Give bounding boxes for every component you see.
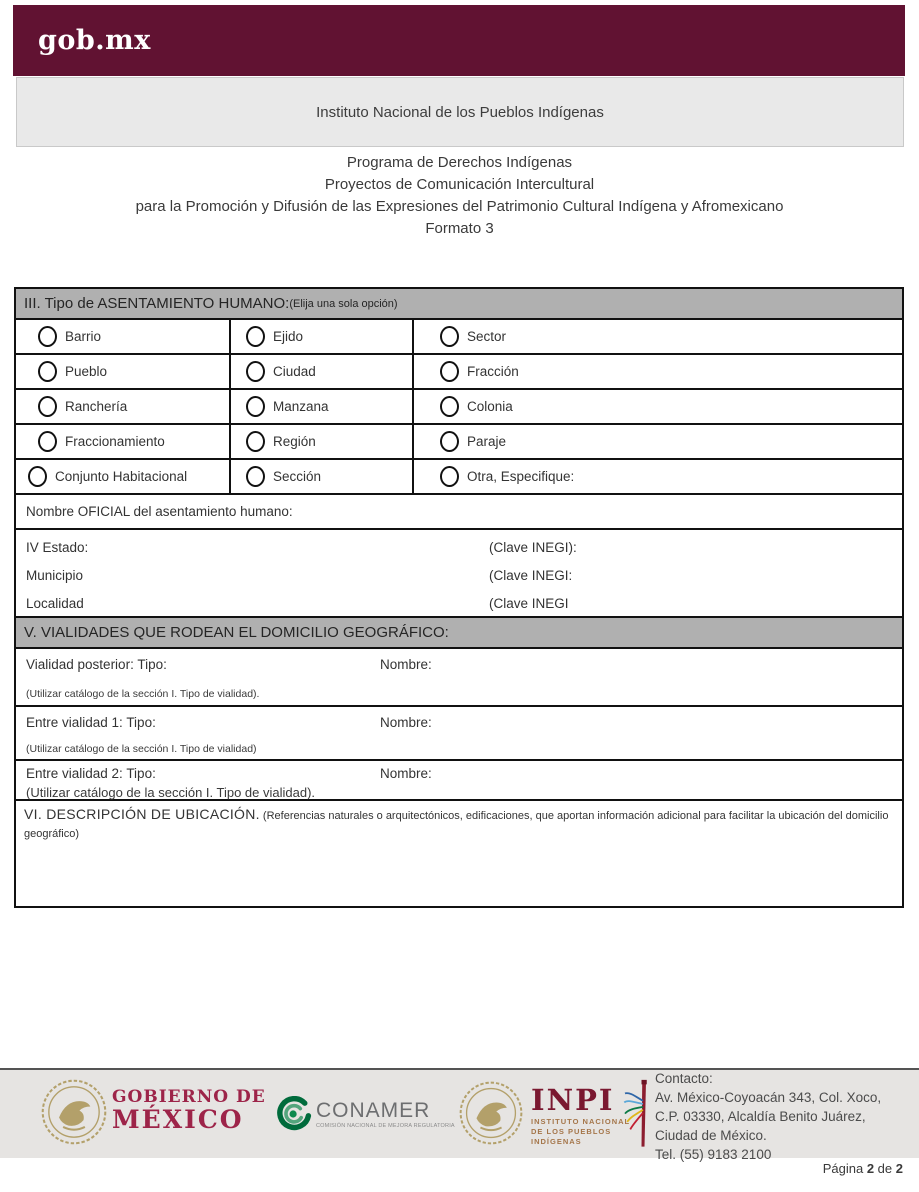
conamer-subtitle: COMISIÓN NACIONAL DE MEJORA REGULATORIA <box>316 1123 455 1129</box>
radio-icon[interactable] <box>38 361 57 382</box>
radio-icon[interactable] <box>246 466 265 487</box>
option-seccion[interactable] <box>231 460 414 493</box>
inpi-subtitle-1: INSTITUTO NACIONAL <box>531 1117 631 1126</box>
option-region[interactable] <box>231 425 414 458</box>
contact-phone: Tel. (55) 9183 2100 <box>655 1147 772 1162</box>
radio-icon[interactable] <box>38 396 57 417</box>
option-label: Ranchería <box>65 399 128 414</box>
localidad-row[interactable] <box>16 591 902 619</box>
section5-heading: V. VIALIDADES QUE RODEAN EL DOMICILIO GEOGRÁFICO: <box>24 624 449 641</box>
option-label: Manzana <box>273 399 329 414</box>
radio-icon[interactable] <box>440 396 459 417</box>
option-row-4 <box>16 425 902 460</box>
option-otra-especifique[interactable] <box>414 460 902 493</box>
entre-vialidad-1-note: (Utilizar catálogo de la sección I. Tipo de vialidad) <box>26 743 257 755</box>
entre-vialidad-1-nombre-label: Nombre: <box>380 715 432 730</box>
conamer-icon <box>276 1096 312 1132</box>
option-row-2 <box>16 355 902 390</box>
institute-name: Instituto Nacional de los Pueblos Indígenas <box>316 103 604 121</box>
radio-icon[interactable] <box>246 326 265 347</box>
page-total: 2 <box>895 1161 903 1176</box>
section6-heading: VI. DESCRIPCIÓN DE UBICACIÓN. <box>24 806 260 822</box>
option-label: Paraje <box>467 434 507 449</box>
vialidad-posterior-note: (Utilizar catálogo de la sección I. Tipo de vialidad). <box>26 688 260 700</box>
inpi-name: INPI <box>531 1083 615 1117</box>
option-label: Sector <box>467 329 507 344</box>
option-ejido[interactable] <box>231 320 414 353</box>
inpi-ribbon-icon <box>622 1076 652 1152</box>
radio-icon[interactable] <box>440 466 459 487</box>
contact-title: Contacto: <box>655 1071 713 1086</box>
radio-icon[interactable] <box>38 431 57 452</box>
contact-address-1: Av. México-Coyoacán 343, Col. Xoco, <box>655 1090 882 1105</box>
gobierno-de-mexico-logo <box>112 1089 266 1133</box>
vialidad-posterior-label: Vialidad posterior: Tipo: <box>26 657 167 672</box>
option-label: Región <box>273 434 316 449</box>
option-label: Fracción <box>467 364 519 379</box>
section3-heading: III. Tipo de ASENTAMIENTO HUMANO: <box>24 295 290 312</box>
vialidad-posterior-row[interactable] <box>16 649 902 707</box>
page-word: Página <box>822 1161 864 1176</box>
option-fraccion[interactable] <box>414 355 902 388</box>
estado-clave-label: (Clave INEGI): <box>489 540 577 555</box>
option-row-5 <box>16 460 902 495</box>
institute-banner <box>16 77 904 147</box>
conamer-name: CONAMER <box>316 1099 431 1122</box>
option-paraje[interactable] <box>414 425 902 458</box>
section6-block[interactable] <box>16 801 902 905</box>
title-line-1: Programa de Derechos Indígenas <box>346 154 573 171</box>
inpi-logo <box>531 1083 630 1147</box>
section4-block <box>16 530 902 618</box>
entre-vialidad-1-row[interactable] <box>16 707 902 761</box>
document-title <box>0 152 919 240</box>
municipio-label: Municipio <box>26 568 84 583</box>
option-colonia[interactable] <box>414 390 902 423</box>
section5-header <box>16 618 902 649</box>
localidad-label: Localidad <box>26 596 84 611</box>
radio-icon[interactable] <box>38 326 57 347</box>
mexico-eagle-seal-icon <box>40 1078 108 1146</box>
option-label: Barrio <box>65 329 102 344</box>
radio-icon[interactable] <box>440 326 459 347</box>
vialidad-posterior-nombre-label: Nombre: <box>380 657 432 672</box>
option-label: Otra, Especifique: <box>467 469 575 484</box>
page-current: 2 <box>866 1161 875 1176</box>
gobmx-logo: gob.mx <box>38 25 151 56</box>
radio-icon[interactable] <box>246 396 265 417</box>
page-of-word: de <box>877 1161 893 1176</box>
estado-row[interactable] <box>16 535 902 563</box>
entre-vialidad-2-nombre-label: Nombre: <box>380 766 432 781</box>
radio-icon[interactable] <box>246 361 265 382</box>
contact-address-2: C.P. 03330, Alcaldía Benito Juárez, <box>655 1109 866 1124</box>
form-table <box>14 287 904 908</box>
localidad-clave-label: (Clave INEGI <box>489 596 569 611</box>
inpi-subtitle-3: INDÍGENAS <box>531 1137 582 1147</box>
municipio-clave-label: (Clave INEGI: <box>489 568 573 583</box>
option-barrio[interactable] <box>16 320 231 353</box>
official-name-row[interactable] <box>16 495 902 530</box>
official-name-label: Nombre OFICIAL del asentamiento humano: <box>26 504 293 519</box>
title-line-3: para la Promoción y Difusión de las Expresiones del Patrimonio Cultural Indígena y Afromexicano <box>135 198 784 215</box>
gobierno-line2: MÉXICO <box>112 1104 244 1134</box>
radio-icon[interactable] <box>440 361 459 382</box>
entre-vialidad-2-note: (Utilizar catálogo de la sección I. Tipo de vialidad). <box>26 785 316 800</box>
option-row-3 <box>16 390 902 425</box>
inpi-subtitle-2: DE LOS PUEBLOS <box>531 1127 612 1137</box>
municipio-row[interactable] <box>16 563 902 591</box>
option-label: Pueblo <box>65 364 108 379</box>
contact-address-3: Ciudad de México. <box>655 1128 767 1143</box>
contact-block <box>655 1069 881 1164</box>
conamer-logo <box>276 1096 455 1132</box>
radio-icon[interactable] <box>28 466 47 487</box>
option-sector[interactable] <box>414 320 902 353</box>
entre-vialidad-2-row[interactable] <box>16 761 902 801</box>
option-label: Fraccionamiento <box>65 434 165 449</box>
option-label: Conjunto Habitacional <box>55 469 188 484</box>
inpi-eagle-seal-icon <box>458 1080 524 1146</box>
option-label: Ciudad <box>273 364 316 379</box>
section6-note: (Referencias naturales o arquitectónicos, edificaciones, que aportan información adicional para facilitar la ubicación del domicilio geográfico) <box>24 810 889 840</box>
section3-header <box>16 289 902 320</box>
option-label: Colonia <box>467 399 513 414</box>
radio-icon[interactable] <box>246 431 265 452</box>
gobmx-header-bar <box>13 5 905 76</box>
option-manzana[interactable] <box>231 390 414 423</box>
page-number <box>823 1161 903 1176</box>
entre-vialidad-2-label: Entre vialidad 2: Tipo: <box>26 766 156 781</box>
estado-label: IV Estado: <box>26 540 89 555</box>
section3-heading-note: (Elija una sola opción) <box>289 297 398 310</box>
radio-icon[interactable] <box>440 431 459 452</box>
option-rancheria[interactable] <box>16 390 231 423</box>
title-line-2: Proyectos de Comunicación Intercultural <box>324 176 595 193</box>
entre-vialidad-1-label: Entre vialidad 1: Tipo: <box>26 715 156 730</box>
option-label: Sección <box>273 469 322 484</box>
option-conjunto-habitacional[interactable] <box>16 460 231 493</box>
option-label: Ejido <box>273 329 304 344</box>
option-ciudad[interactable] <box>231 355 414 388</box>
option-fraccionamiento[interactable] <box>16 425 231 458</box>
title-line-4: Formato 3 <box>425 220 494 237</box>
gobierno-line1: GOBIERNO DE <box>112 1087 266 1107</box>
option-pueblo[interactable] <box>16 355 231 388</box>
option-row-1 <box>16 320 902 355</box>
